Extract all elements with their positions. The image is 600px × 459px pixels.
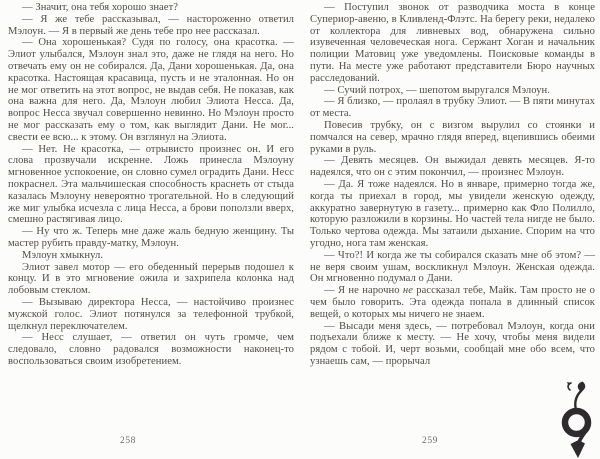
page-number: 259	[421, 436, 439, 446]
paragraph: — Я же тебе рассказывал, — настороженно ответил Мэлоун. — Я в первый же день тебе про нее рассказал.	[8, 13, 294, 37]
book-page-left	[8, 0, 294, 459]
paragraph: — Сучий потрох, — шепотом выругался Мэлоун.	[324, 84, 550, 96]
vine-flourish-icon	[554, 381, 600, 459]
paragraph: — Нет. Не красотка, — отрывисто произнес он. И его слова прозвучали искренне. Ложь принесла Мэлоуну мгновенное успокоение, он словно сумел оградить Дани. Несс покраснел. Эта мальчишеская способность краснеть от стыда казалась Мэлоуну невероятно трогательной. Но в следующий же миг улыбка исчезла с лица Несса, а брови поползли вверх, смешно растягивая лицо.	[8, 143, 294, 226]
paragraph: — Поступил звонок от разводчика моста в конце Супериор-авеню, в Кливленд-Флэтс. На берегу реки, недалеко от коллектора для ливневых вод, обнаружена сильно изувеченная человеческая нога. Сержант Хоган и начальник полиции Матовиц уже уведомлены. Поисковые команды в пути. На месте уже работают представители Бюро научных расследований.	[310, 2, 595, 84]
paragraph: Элиот завел мотор — его обеденный перерыв подошел к концу. И в это мгновение ожила и захрипела колонка над лобовым стеклом.	[8, 261, 294, 297]
paragraph: — Девять месяцев. Он выжидал девять месяцев. Я-то надеялся, что он с этим покончил, — произнес Мэлоун.	[310, 155, 595, 179]
paragraph: — Она хорошенькая? Судя по голосу, она красотка. — Элиот улыбался, Мэлоун знал это, даже не глядя на него. Но отвечать ему он не собирался. Да, Дани хорошенькая. Да, она красотка. Настоящая красавица, пусть и не эталонная. Но он не мог ответить на этот вопрос, не выдав себя. Не показав, как она важна для него. Да, Мэлоун любил Элиота Несса. Да, вопрос Несса звучал совершенно невинно. Но Мэлоун просто не мог рассказать ему о том, как выглядит Дани. Не мог... свести ее всю... к этому. Он взглянул на Элиота.	[8, 37, 294, 143]
book-page-right	[310, 0, 595, 459]
paragraph: — Да. Я тоже надеялся. Но в январе, примерно тогда же, когда ты приехал в город, мы увидели женскую одежду, аккуратно завернутую в газету... примерно как Фло Полилло, которую разложили в корзины. Но частей тела нигде не было. Только чертова одежда. Мы затаили дыхание. Спорим на что угодно, нога там женская.	[310, 178, 595, 249]
page-number: 258	[119, 436, 137, 446]
page-text	[8, 0, 294, 416]
paragraph: — Вызываю директора Несса, — настойчиво произнес мужской голос. Элиот потянулся за телефонной трубкой, щелкнул переключателем.	[8, 296, 294, 332]
paragraph: — Ну что ж. Теперь мне даже жаль бедную женщину. Ты мастер рубить правду-матку, Мэлоун.	[8, 226, 294, 249]
paragraph: Мэлоун хмыкнул.	[22, 249, 104, 261]
paragraph: — Я близко, — пролаял в трубку Элиот. — В пяти минутах от места.	[310, 96, 595, 120]
page-text	[310, 0, 595, 416]
paragraph: — Высади меня здесь, — потребовал Мэлоун, когда они подъехали ближе к месту. — Не хочу, чтобы меня видели рядом с тобой. И, черт возьми, сообщай мне обо всем, что узнаешь сам, — прорычал	[310, 320, 595, 367]
paragraph: — Несс слушает, — ответил он чуть громче, чем следовало, словно радовался возможности наконец-то воспользоваться своим изобретением.	[8, 332, 294, 367]
paragraph: Повесив трубку, он с визгом вырулил со стоянки и помчался на север, мрачно глядя вперед, вцепившись обеими руками в руль.	[310, 119, 595, 155]
paragraph: — Значит, она тебя хорошо знает?	[22, 2, 178, 13]
paragraph: — Я не нарочно не рассказал тебе, Майк. Там просто не о чем было говорить. Эта одежда попала в длинный список вещей, о которых мы ничего не знаем.	[310, 285, 595, 320]
paragraph: — Что?! И когда же ты собирался сказать мне об этом? — не веря своим ушам, воскликнул Мэлоун. Женская одежда. Он мгновенно подумал о Дани.	[310, 249, 595, 285]
